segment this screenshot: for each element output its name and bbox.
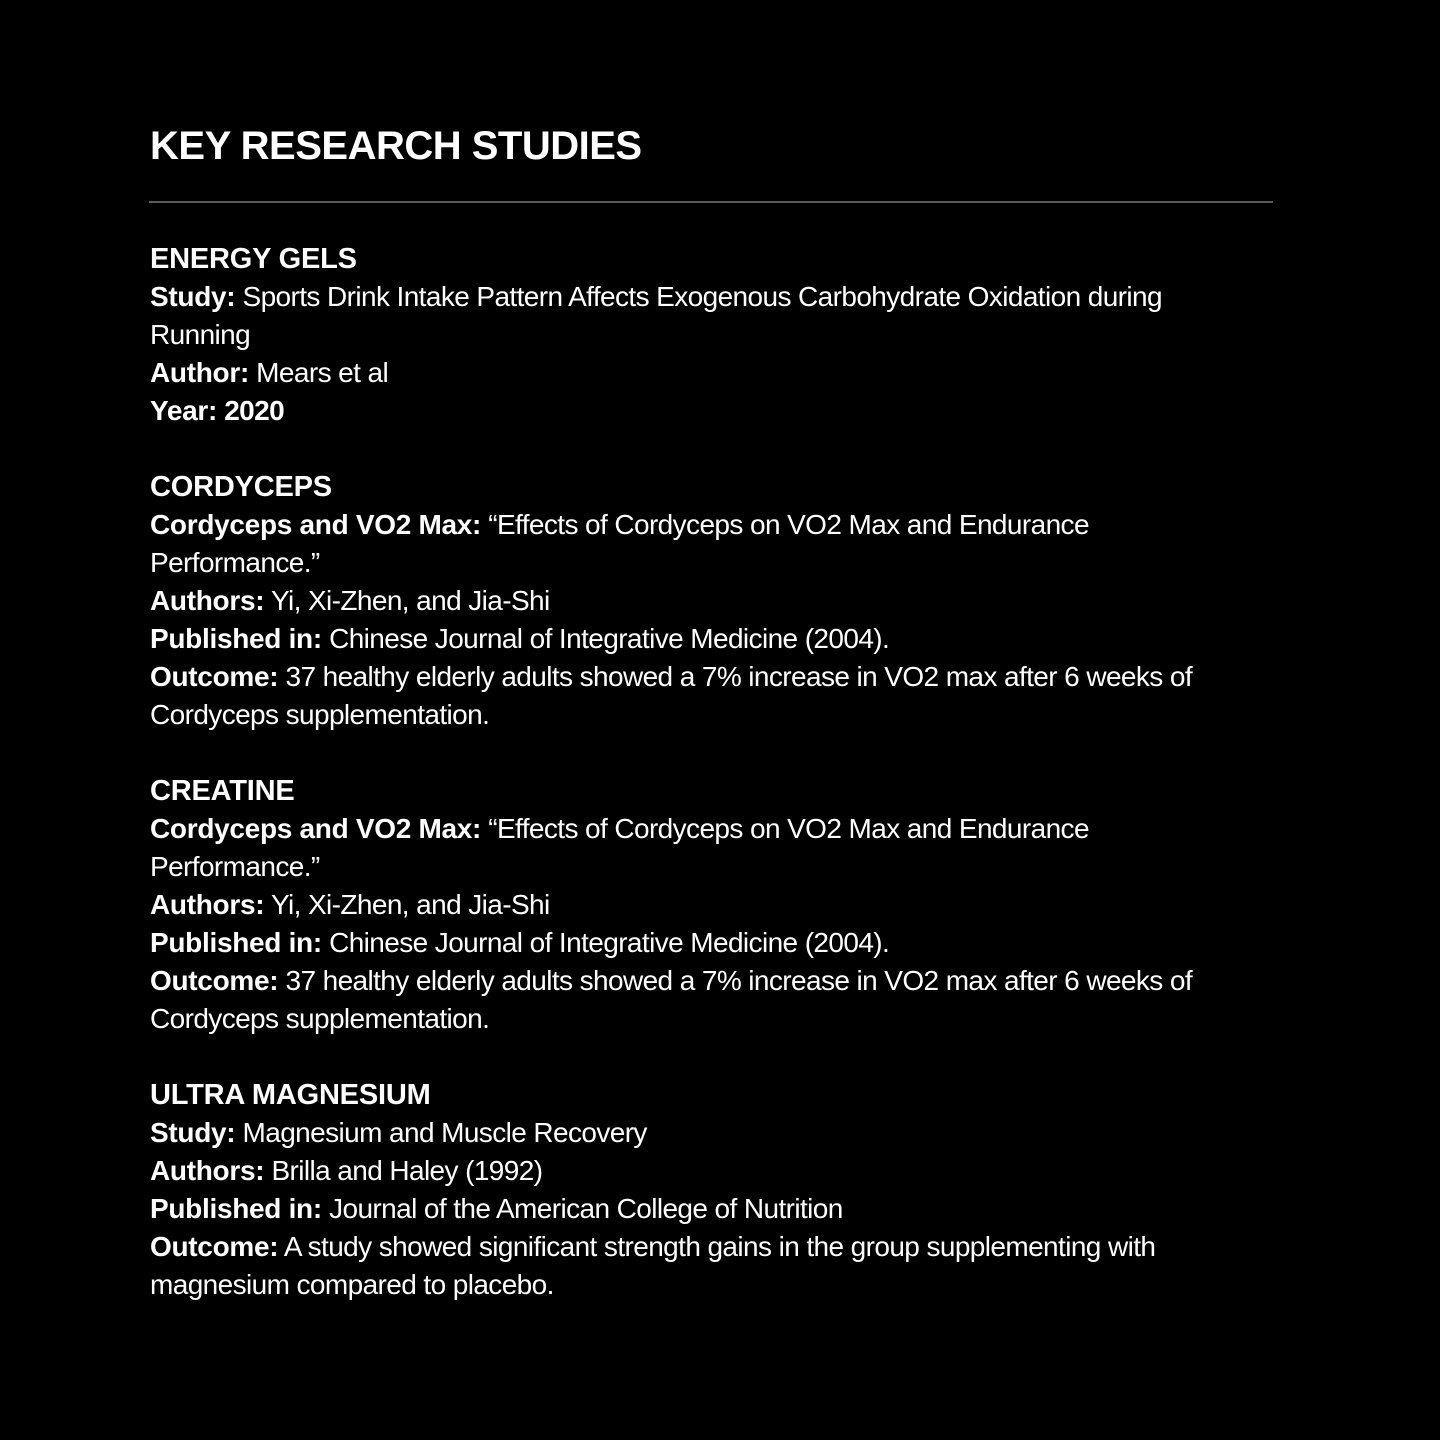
row-value: 2020 bbox=[224, 395, 285, 426]
row-label: Year: bbox=[150, 395, 217, 426]
study-section-creatine bbox=[150, 772, 1274, 1038]
outcome-row bbox=[150, 658, 1260, 734]
studies-list bbox=[150, 240, 1274, 1342]
row-value: Brilla and Haley (1992) bbox=[271, 1155, 543, 1186]
author-row bbox=[150, 354, 1260, 392]
outcome-row bbox=[150, 962, 1260, 1038]
row-label: Author: bbox=[150, 357, 249, 388]
row-value: Yi, Xi-Zhen, and Jia-Shi bbox=[270, 889, 550, 920]
section-heading: ULTRA MAGNESIUM bbox=[150, 1079, 431, 1111]
row-label: Authors: bbox=[150, 585, 265, 616]
row-value: Chinese Journal of Integrative Medicine (2004). bbox=[329, 623, 890, 654]
title-divider bbox=[149, 201, 1273, 203]
row-value: Mears et al bbox=[256, 357, 389, 388]
row-label: Published in: bbox=[150, 623, 322, 654]
row-value: Yi, Xi-Zhen, and Jia-Shi bbox=[270, 585, 550, 616]
row-label: Study: bbox=[150, 281, 236, 312]
study-row bbox=[150, 278, 1260, 354]
row-label: Study: bbox=[150, 1117, 236, 1148]
published-row bbox=[150, 924, 1260, 962]
row-label: Cordyceps and VO2 Max: bbox=[150, 813, 482, 844]
row-label: Published in: bbox=[150, 927, 322, 958]
row-value: Sports Drink Intake Pattern Affects Exogenous Carbohydrate Oxidation during Running bbox=[150, 281, 1162, 350]
study-section-cordyceps bbox=[150, 468, 1274, 734]
section-heading: CORDYCEPS bbox=[150, 471, 332, 503]
row-value: 37 healthy elderly adults showed a 7% increase in VO2 max after 6 weeks of Cordyceps supplementation. bbox=[150, 661, 1193, 730]
row-label: Outcome: bbox=[150, 1231, 279, 1262]
published-row bbox=[150, 1190, 1260, 1228]
row-value: Chinese Journal of Integrative Medicine (2004). bbox=[329, 927, 890, 958]
study-row bbox=[150, 1114, 1260, 1152]
row-value: 37 healthy elderly adults showed a 7% increase in VO2 max after 6 weeks of Cordyceps supplementation. bbox=[150, 965, 1193, 1034]
row-label: Authors: bbox=[150, 889, 265, 920]
section-heading: CREATINE bbox=[150, 775, 295, 807]
row-label: Cordyceps and VO2 Max: bbox=[150, 509, 482, 540]
row-value: “Effects of Cordyceps on VO2 Max and Endurance Performance.” bbox=[150, 813, 1089, 882]
row-value: Magnesium and Muscle Recovery bbox=[242, 1117, 647, 1148]
row-label: Outcome: bbox=[150, 661, 279, 692]
authors-row bbox=[150, 886, 1260, 924]
authors-row bbox=[150, 582, 1260, 620]
row-value: Journal of the American College of Nutrition bbox=[329, 1193, 843, 1224]
page-title: KEY RESEARCH STUDIES bbox=[150, 124, 642, 168]
study-row bbox=[150, 810, 1260, 886]
year-row bbox=[150, 392, 1260, 430]
study-section-energy-gels bbox=[150, 240, 1274, 430]
row-value: A study showed significant strength gains in the group supplementing with magnesium compared to placebo. bbox=[150, 1231, 1156, 1300]
row-label: Outcome: bbox=[150, 965, 279, 996]
outcome-row bbox=[150, 1228, 1260, 1304]
authors-row bbox=[150, 1152, 1260, 1190]
study-row bbox=[150, 506, 1260, 582]
row-label: Authors: bbox=[150, 1155, 265, 1186]
row-label: Published in: bbox=[150, 1193, 322, 1224]
study-section-ultra-magnesium bbox=[150, 1076, 1274, 1304]
published-row bbox=[150, 620, 1260, 658]
section-heading: ENERGY GELS bbox=[150, 243, 357, 275]
row-value: “Effects of Cordyceps on VO2 Max and Endurance Performance.” bbox=[150, 509, 1089, 578]
